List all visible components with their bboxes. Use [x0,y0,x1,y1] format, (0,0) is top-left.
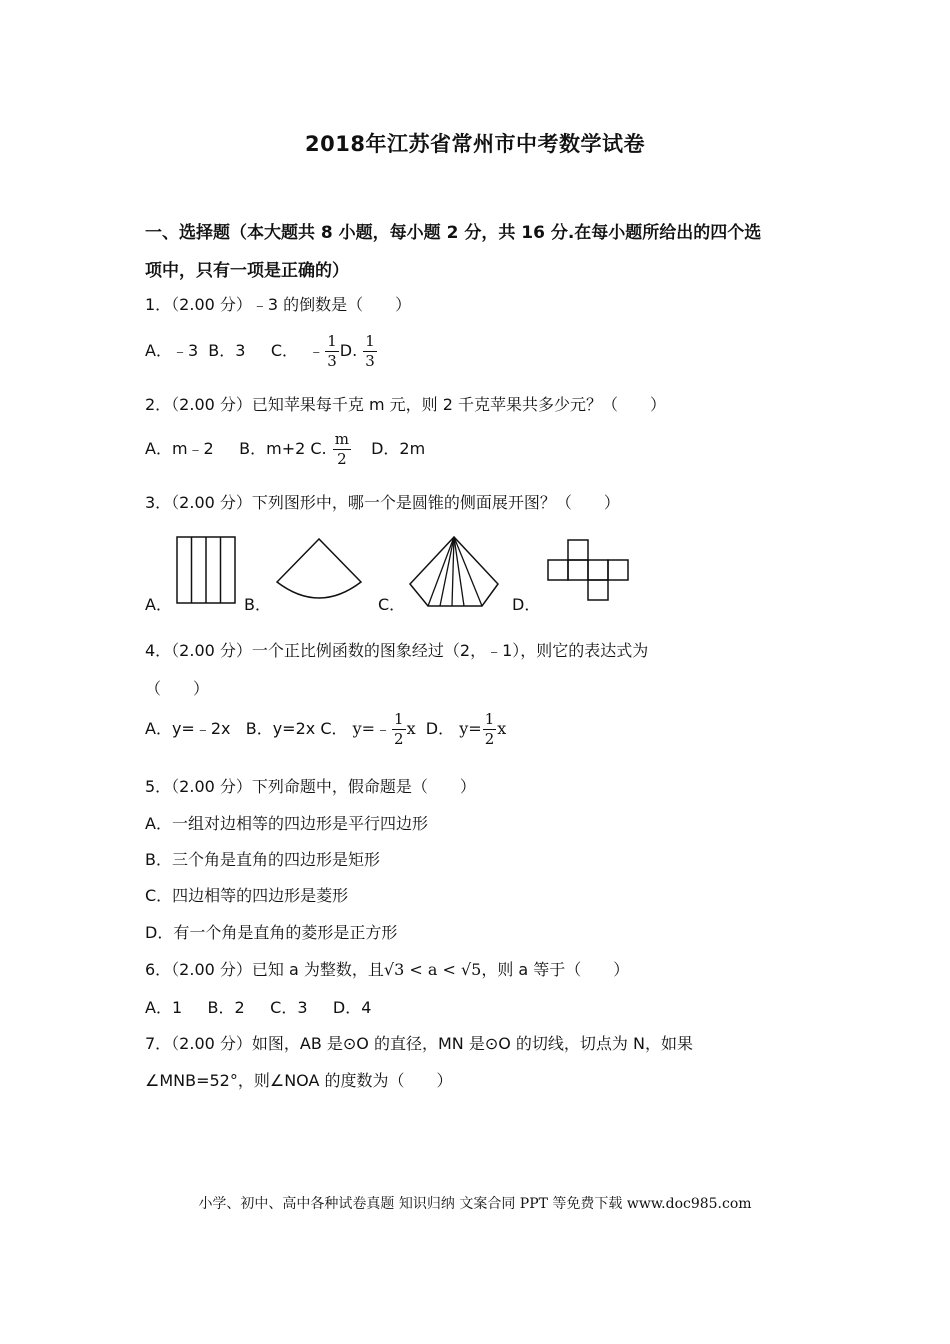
page-title: 2018年江苏省常州市中考数学试卷 [305,132,645,156]
question-4-options [145,712,506,747]
q5-option-c: C．四边相等的四边形是菱形 [145,886,349,905]
q4-option-d-pre: y= [459,719,482,738]
q4-option-d-post: x [497,719,507,738]
section-heading-line2: 项中，只有一项是正确的） [145,261,349,281]
sector-figure [272,536,366,606]
pyramid-net-figure [406,534,502,618]
q3-label-d: D． [512,595,541,614]
q5-option-a: A．一组对边相等的四边形是平行四边形 [145,814,428,833]
q3-label-a: A． [145,595,172,614]
question-2-stem: 2．（2.00 分）已知苹果每千克 m 元，则 2 千克苹果共多少元？（ ） [145,395,667,414]
q3-label-c: C． [378,595,406,614]
q4-option-d: D． [420,719,455,738]
q4-option-c-pre: y=﹣ [352,719,392,738]
q6-stem-post: ，则 a 等于（ ） [481,960,630,979]
q1-option-d: D. [339,341,358,360]
q2-option-d: D．2m [371,439,426,458]
q1-options-abc: A．﹣3 B．3 C． [145,341,309,360]
q1-minus: ﹣ [308,341,325,360]
q1-fraction-d: $\frac{1}{3}$ [365,332,375,370]
q5-option-b: B．三个角是直角的四边形是矩形 [145,850,380,869]
q2-options-ab: A．m﹣2 B．m+2 C. [145,439,327,458]
q6-stem-pre: 6．（2.00 分）已知 a 为整数，且 [145,960,384,979]
footer-text: 小学、初中、高中各种试卷真题 知识归纳 文案合同 PPT 等免费下载 www.doc985.com [198,1196,752,1212]
question-1-options [145,334,378,369]
q3-label-b: B． [244,595,271,614]
q6-inequality: √3 < a < √5 [383,960,482,979]
question-4-stem-line2: （ ） [145,679,210,698]
cube-net-figure [546,538,634,606]
rectangles-net-figure [176,536,238,606]
question-4-stem-line1: 4．（2.00 分）一个正比例函数的图象经过（2，﹣1），则它的表达式为 [145,641,649,660]
section-heading-line1: 一、选择题（本大题共 8 小题，每小题 2 分，共 16 分.在每小题所给出的四个选 [145,223,762,243]
question-7-stem-line1: 7．（2.00 分）如图，AB 是⊙O 的直径，MN 是⊙O 的切线，切点为 N，如果 [145,1034,693,1053]
q4-fraction-d: $\frac{1}{2}$ [484,710,495,748]
q5-option-d: D．有一个角是直角的菱形是正方形 [145,923,398,942]
q4-option-c-post: x [406,719,416,738]
question-1-stem: 1．（2.00 分）﹣3 的倒数是（ ） [145,295,412,314]
question-7-stem-line2: ∠MNB=52°，则∠NOA 的度数为（ ） [145,1071,453,1090]
q6-options: A．1 B．2 C．3 D．4 [145,998,372,1017]
q1-fraction-c: $\frac{1}{3}$ [327,332,337,370]
question-5-stem: 5．（2.00 分）下列命题中，假命题是（ ） [145,777,476,796]
q4-fraction-c: $\frac{1}{2}$ [394,710,404,748]
q4-options-ab: A．y=﹣2x B．y=2x C． [145,719,348,738]
question-2-options [145,432,425,467]
question-6-stem [145,957,629,980]
q2-fraction-c: $\frac{m}{2}$ [334,430,349,468]
question-3-stem: 3．（2.00 分）下列图形中，哪一个是圆锥的侧面展开图？（ ） [145,493,620,512]
